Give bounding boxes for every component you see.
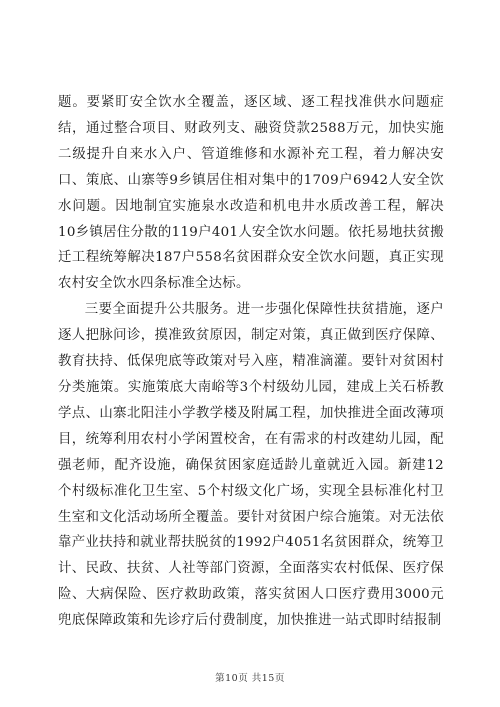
- paragraph-public-services: 三要全面提升公共服务。进一步强化保障性扶贫措施，逐户逐人把脉问诊，摸准致贫原因，制定对策，真正做到医疗保障、教育扶持、低保兜底等政策对号入座，精准滴灌。要针对贫困村分类施策。实施策底大南峪等3个村级幼儿园，建成上关石桥教学点、山寨北阳洼小学教学楼及附属工程，加快推进全面改薄项目，统筹利用农村小学闲置校舍，在有需求的村改建幼儿园，配强老师，配齐设施，确保贫困家庭适龄儿童就近入园。新建12个村级标准化卫生室、5个村级文化广场，实现全县标准化村卫生室和文化活动场所全覆盖。要针对贫困户综合施策。对无法依靠产业扶持和就业帮扶脱贫的1992户4051名贫困群众，统筹卫计、民政、扶贫、人社等部门资源，全面落实农村低保、医疗保险、大病保险、医疗救助政策，落实贫困人口医疗费用3000元兜底保障政策和先诊疗后付费制度，加快推进一站式即时结报制: [58, 302, 444, 629]
- page-footer: 第10页 共15页: [215, 673, 285, 684]
- document-body: [58, 90, 444, 634]
- paragraph-continued: 题。要紧盯安全饮水全覆盖，逐区域、逐工程找准供水问题症结，通过整合项目、财政列支、融资贷款2588万元，加快实施二级提升自来水入户、管道维修和水源补充工程，着力解决安口、策底、山寨等9乡镇居住相对集中的1709户6942人安全饮水问题。因地制宜实施泉水改造和机电井水质改善工程，解决10乡镇居住分散的119户401人安全饮水问题。依托易地扶贫搬迁工程统筹解决187户558名贫困群众安全饮水问题，真正实现农村安全饮水四条标准全达标。: [58, 95, 444, 292]
